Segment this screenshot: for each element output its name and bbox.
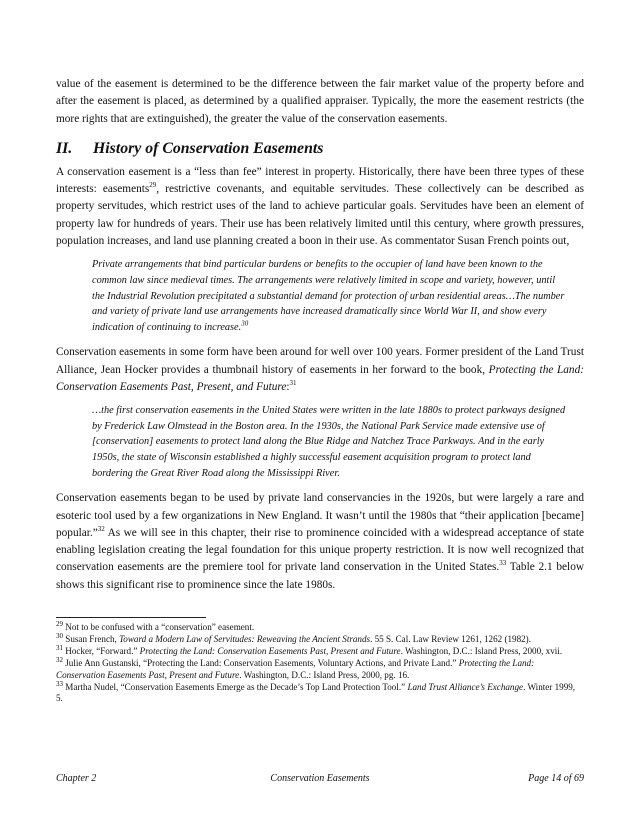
footnote-30: [56, 631, 584, 646]
page-footer: [56, 773, 584, 784]
footer-chapter: Chapter 2: [56, 773, 97, 784]
footnote-32: [56, 655, 584, 682]
section-title: History of Conservation Easements: [93, 139, 324, 157]
footer-page-number: Page 14 of 69: [528, 773, 584, 784]
footnote-ref-30[interactable]: 30: [241, 319, 249, 328]
text-run: As we will see in this chapter, their rise to prominence coincided with a widespread acceptance of state enabling legislation creating the legal foundation for this unique property restriction. It is now well recognized that conservation easements are the premiere tool for private land conservation in the United States.: [56, 526, 584, 574]
footer-title: Conservation Easements: [270, 773, 370, 784]
footnote-text: Not to be confused with a “conservation” easement.: [63, 621, 255, 632]
footnote-number: 30: [56, 631, 63, 640]
footnote-number: 29: [56, 619, 63, 628]
footnote-31: [56, 643, 584, 658]
text-run: Table 2.1 below shows this significant rise to prominence since the late 1980s.: [56, 561, 584, 591]
paragraph-hocker: [56, 344, 584, 396]
footnote-33: [56, 679, 584, 706]
footnote-number: 31: [56, 643, 63, 652]
footnote-text: Hocker, “Forward.”: [63, 645, 140, 656]
footnote-title: Land Trust Alliance’s Exchange: [407, 681, 524, 692]
footnote-ref-33[interactable]: 33: [499, 559, 507, 568]
text-run: Conservation easements in some form have been around for well over 100 years. Former president of the Land Trust Alliance, Jean Hocker provides a thumbnail history of easements in her forward to the book,: [56, 346, 584, 376]
section-heading: [56, 138, 584, 160]
page-body: [56, 76, 584, 705]
footnote-number: 33: [56, 679, 63, 688]
intro-paragraph: value of the easement is determined to be the difference between the fair market value of the property before and after the easement is placed, as determined by a qualified appraiser. Typically, the more the easement restricts (the more rights that are extinguished), the greater the value of the conservation easements.: [56, 78, 584, 125]
footnote-title: Toward a Modern Law of Servitudes: Reweaving the Ancient Strands: [119, 633, 371, 644]
footnote-text: Martha Nudel, “Conservation Easements Emerge as the Decade’s Top Land Protection Tool.”: [63, 681, 408, 692]
paragraph-rise: [56, 490, 584, 594]
footnote-text: . Washington, D.C.: Island Press, 2000, xvii.: [400, 645, 563, 656]
footnote-title: Protecting the Land: Conservation Easements Past, Present and Future: [56, 657, 535, 680]
footnote-title: Protecting the Land: Conservation Easements Past, Present and Future: [139, 645, 401, 656]
footnote-29: [56, 619, 584, 634]
text-run: A conservation easement is a “less than fee” interest in property. Historically, there have been three types of these interests: easements: [56, 165, 584, 196]
block-quote-hocker: …the first conservation easements in the United States were written in the late 1880s to protect parkways designed by Frederick Law Olmstead in the Boston area. In the 1930s, the National Park Service made extensive use of [conservation] easements to protect land along the Blue Ridge and Natchez Trace Parkways. And in the early 1950s, the state of Wisconsin established a highly successful easement acquisition program to protect land bordering the Great River Road along the Mississippi River.: [92, 405, 566, 479]
text-run: Conservation easements began to be used by private land conservancies in the 1920s, but were largely a rare and esoteric tool used by a few organizations in New England. It wasn’t until the 1980s that “their application [became] popular.”: [56, 492, 584, 539]
footnote-text: . 55 S. Cal. Law Review 1261, 1262 (1982).: [370, 633, 531, 644]
footnote-text: Susan French,: [63, 633, 120, 644]
quote-text: Private arrangements that bind particular burdens or benefits to the occupier of land have been known to the common law since medieval times. The arrangements were relatively limited in scope and variety, however, until the Industrial Revolution precipitated a substantial demand for protection of urban residential areas…The number and variety of private land use arrangements have increased dramatically since World War II, and show every indication of continuing to increase.: [92, 259, 565, 333]
section-number: II.: [56, 139, 73, 157]
footnote-ref-32[interactable]: 32: [97, 525, 105, 534]
footnote-ref-29[interactable]: 29: [149, 181, 157, 190]
footnote-number: 32: [56, 655, 63, 664]
footnote-text: . Winter 1999, 5.: [56, 681, 576, 704]
footnote-text: Julie Ann Gustanski, “Protecting the Land: Conservation Easements, Voluntary Actions, and Private Land.”: [63, 657, 459, 668]
footnote-text: . Washington, D.C.: Island Press, 2000, pg. 16.: [239, 669, 410, 680]
text-run: :: [286, 380, 290, 393]
block-quote-french: [92, 257, 566, 335]
footnote-divider: [56, 617, 206, 618]
footnote-ref-31[interactable]: 31: [289, 379, 297, 388]
book-title: Protecting the Land: Conservation Easements Past, Present, and Future: [56, 363, 584, 393]
text-run: , restrictive covenants, and equitable servitudes. These collectively can be described as property servitudes, which restrict uses of the land to achieve particular goals. Servitudes have been an element of property law for hundreds of years. Their use has been relatively limited until this century, where growth pressures, population increases, and land use planning created a boon in their use. As commentator Susan French points out,: [56, 183, 584, 248]
paragraph-history: [56, 164, 584, 250]
